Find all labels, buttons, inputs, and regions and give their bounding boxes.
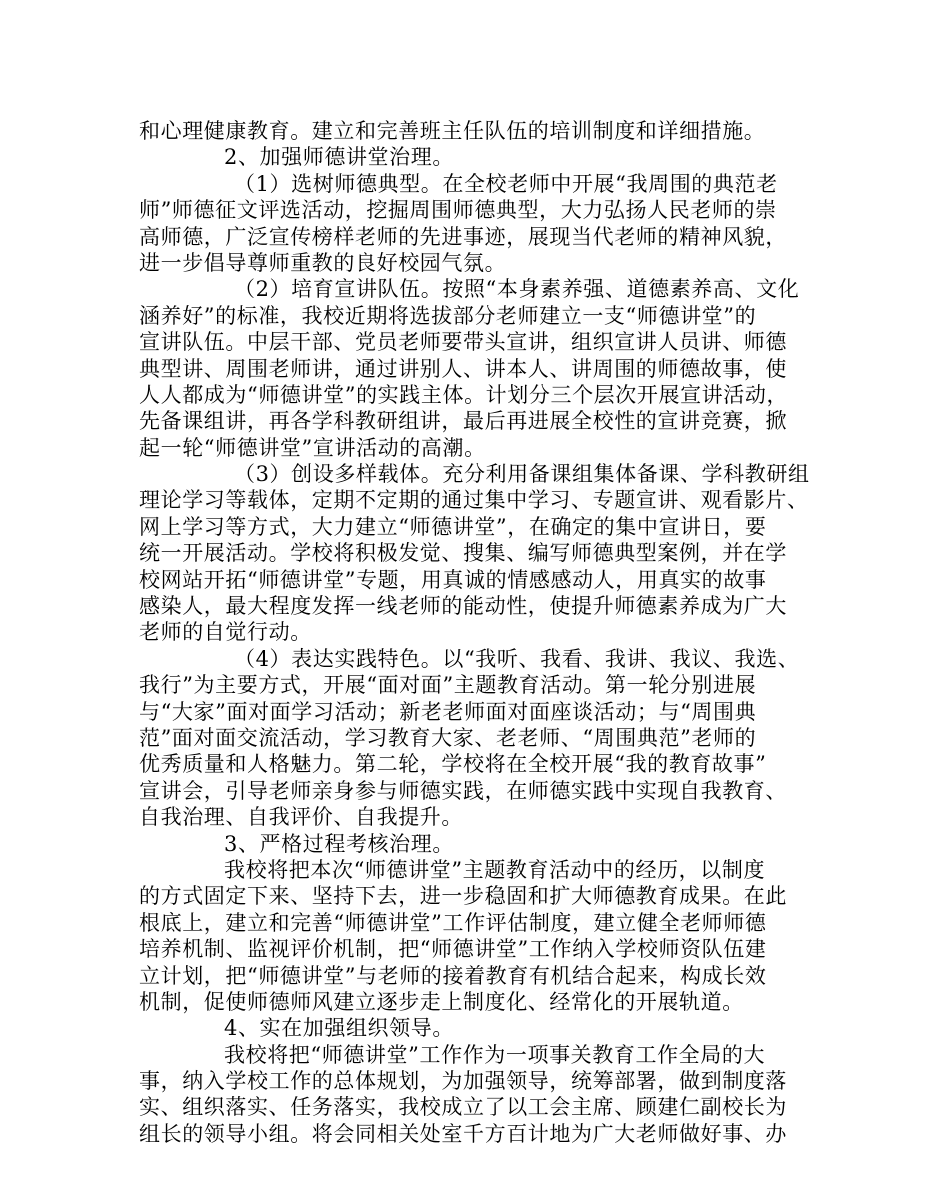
text-line: 统一开展活动。学校将积极发觉、搜集、编写师德典型案例，并在学 <box>139 541 787 566</box>
text-line: 培养机制、监视评价机制，把“师德讲堂”工作纳入学校师资队伍建 <box>139 937 767 962</box>
text-line: （4）表达实践特色。以“我听、我看、我讲、我议、我选、 <box>234 646 800 671</box>
text-line: 组长的领导小组。将会同相关处室千方百计地为广大老师做好事、办 <box>139 1121 787 1146</box>
text-line: （1）选树师德典型。在全校老师中开展“我周围的典范老 <box>234 171 778 196</box>
text-line: 老师的自觉行动。 <box>139 620 312 645</box>
text-line: 立计划，把“师德讲堂”与老师的接着教育有机结合起来，构成长效 <box>139 963 767 988</box>
text-line: 涵养好”的标准，我校近期将选拔部分老师建立一支“师德讲堂”的 <box>139 303 757 328</box>
text-line: 进一步倡导尊师重教的良好校园气氛。 <box>139 250 507 275</box>
text-line: 宣讲队伍。中层干部、党员老师要带头宣讲，组织宣讲人员讲、师德 <box>139 330 787 355</box>
text-line: 根底上，建立和完善“师德讲堂”工作评估制度，建立健全老师师德 <box>139 910 767 935</box>
text-line: 师”师德征文评选活动，挖掘周围师德典型，大力弘扬人民老师的崇 <box>139 198 777 223</box>
text-line: 起一轮“师德讲堂”宣讲活动的高潮。 <box>139 435 486 460</box>
text-line: 事，纳入学校工作的总体规划，为加强领导，统筹部署，做到制度落 <box>139 1069 787 1094</box>
text-line: 网上学习等方式，大力建立“师德讲堂”，在确定的集中宣讲日，要 <box>139 514 767 539</box>
text-line: 4、实在加强组织领导。 <box>224 1016 454 1041</box>
text-line: 先备课组讲，再各学科教研组讲，最后再进展全校性的宣讲竞赛，掀 <box>139 409 787 434</box>
text-line: 的方式固定下来、坚持下去，进一步稳固和扩大师德教育成果。在此 <box>139 884 787 909</box>
text-line: 自我治理、自我评价、自我提升。 <box>139 805 463 830</box>
text-line: 实、组织落实、任务落实，我校成立了以工会主席、顾建仁副校长为 <box>139 1095 787 1120</box>
text-line: 校网站开拓“师德讲堂”专题，用真诚的情感感动人，用真实的故事 <box>139 567 767 592</box>
text-line: 2、加强师德讲堂治理。 <box>224 145 454 170</box>
text-line: 人人都成为“师德讲堂”的实践主体。计划分三个层次开展宣讲活动， <box>139 382 789 407</box>
text-line: 范”面对面交流活动，学习教育大家、老老师、“周围典范”老师的 <box>139 725 757 750</box>
document-body <box>139 118 829 1147</box>
text-line: 典型讲、周围老师讲，通过讲别人、讲本人、讲周围的师德故事，使 <box>139 356 787 381</box>
text-line: 感染人，最大程度发挥一线老师的能动性，使提升师德素养成为广大 <box>139 594 787 619</box>
text-line: 我校将把“师德讲堂”工作作为一项事关教育工作全局的大 <box>224 1042 766 1067</box>
text-line: 优秀质量和人格魅力。第二轮，学校将在全校开展“我的教育故事” <box>139 752 767 777</box>
text-line: 我行”为主要方式，开展“面对面”主题教育活动。第一轮分别进展 <box>139 673 757 698</box>
text-line: 机制，促使师德师风建立逐步走上制度化、经常化的开展轨道。 <box>139 989 744 1014</box>
text-line: 与“大家”面对面学习活动；新老老师面对面座谈活动；与“周围典 <box>139 699 757 724</box>
text-line: （3）创设多样载体。充分利用备课组集体备课、学科教研组 <box>234 462 810 487</box>
text-line: 理论学习等载体，定期不定期的通过集中学习、专题宣讲、观看影片、 <box>139 488 809 513</box>
text-line: 宣讲会，引导老师亲身参与师德实践，在师德实践中实现自我教育、 <box>139 778 787 803</box>
text-line: 和心理健康教育。建立和完善班主任队伍的培训制度和详细措施。 <box>139 119 766 143</box>
text-line: 3、严格过程考核治理。 <box>224 831 454 856</box>
text-line: 高师德，广泛宣传榜样老师的先进事迹，展现当代老师的精神风貌， <box>139 224 787 249</box>
text-line: 我校将把本次“师德讲堂”主题教育活动中的经历，以制度 <box>224 857 766 882</box>
text-line: （2）培育宣讲队伍。按照“本身素养强、道德素养高、文化 <box>234 277 800 302</box>
